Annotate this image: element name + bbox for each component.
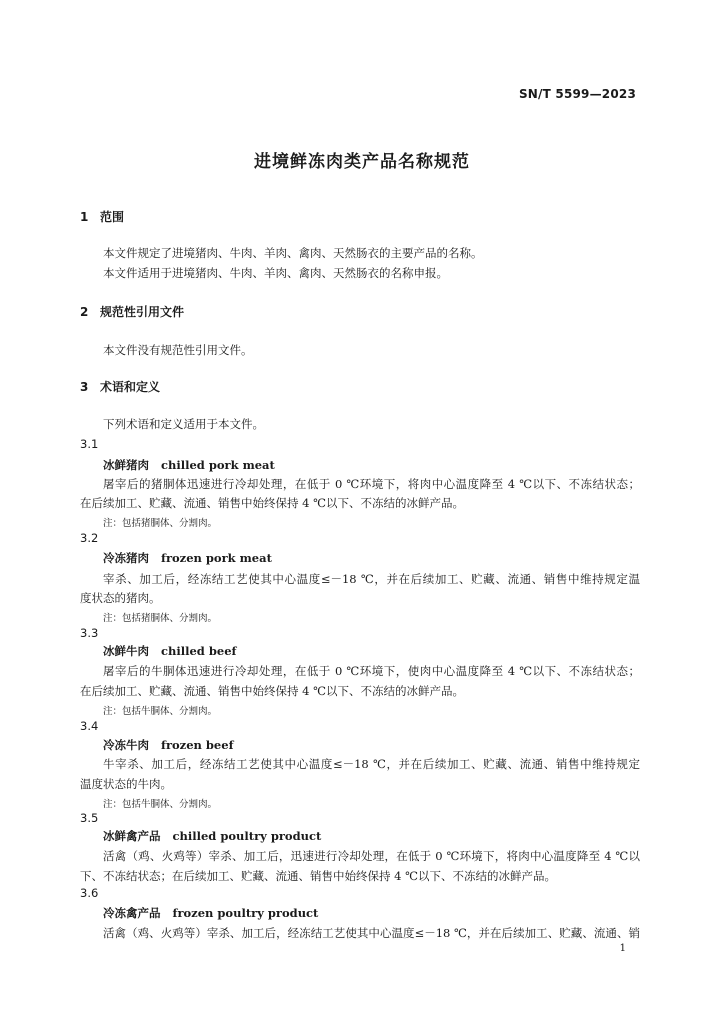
term-definition-line: 宰杀、加工后，经冻结工艺使其中心温度≤－18 ℃，并在后续加工、贮藏、流通、销售中维持规定温 xyxy=(103,572,640,586)
clause-number: 3.5 xyxy=(80,811,99,825)
term-note: 注：包括猪胴体、分割肉。 xyxy=(103,613,218,624)
term-en: chilled beef xyxy=(161,644,237,658)
term-en: chilled poultry product xyxy=(172,829,322,843)
term-heading xyxy=(103,550,272,566)
paragraph: 本文件没有规范性引用文件。 xyxy=(103,343,253,357)
term-heading xyxy=(103,643,236,659)
term-zh: 冷冻猪肉 xyxy=(103,551,149,565)
term-note: 注：包括牛胴体、分割肉。 xyxy=(103,706,218,717)
section-heading-scope xyxy=(80,208,124,225)
term-zh: 冰鲜禽产品 xyxy=(103,829,161,843)
term-zh: 冷冻牛肉 xyxy=(103,738,149,752)
term-zh: 冰鲜猪肉 xyxy=(103,458,149,472)
document-title: 进境鲜冻肉类产品名称规范 xyxy=(254,152,470,172)
term-zh: 冷冻禽产品 xyxy=(103,906,161,920)
term-definition-line: 活禽（鸡、火鸡等）宰杀、加工后，迅速进行冷却处理，在低于 0 ℃环境下，将肉中心温度降至 4 ℃以 xyxy=(103,849,640,863)
term-definition-line: 温度状态的牛肉。 xyxy=(80,777,172,791)
paragraph: 下列术语和定义适用于本文件。 xyxy=(103,417,264,431)
section-heading-normative-references xyxy=(80,303,184,320)
section-title: 范围 xyxy=(100,210,125,224)
clause-number: 3.3 xyxy=(80,626,99,640)
section-title: 术语和定义 xyxy=(100,380,161,394)
term-definition-line: 屠宰后的猪胴体迅速进行冷却处理，在低于 0 ℃环境下，将肉中心温度降至 4 ℃以下、不冻结状态； xyxy=(103,477,640,491)
term-heading xyxy=(103,905,318,921)
section-number: 2 xyxy=(80,305,89,319)
term-heading xyxy=(103,737,234,753)
section-number: 3 xyxy=(80,380,89,394)
term-definition-line: 度状态的猪肉。 xyxy=(80,591,161,605)
term-en: frozen beef xyxy=(161,738,234,752)
term-en: frozen poultry product xyxy=(172,906,319,920)
term-note: 注：包括猪胴体、分割肉。 xyxy=(103,518,218,529)
term-definition-line: 在后续加工、贮藏、流通、销售中始终保持 4 ℃以下、不冻结的冰鲜产品。 xyxy=(80,496,464,510)
section-number: 1 xyxy=(80,210,89,224)
clause-number: 3.1 xyxy=(80,437,99,451)
term-en: chilled pork meat xyxy=(161,458,275,472)
term-definition-line: 活禽（鸡、火鸡等）宰杀、加工后，经冻结工艺使其中心温度≤－18 ℃，并在后续加工、贮藏、流通、销 xyxy=(103,926,640,940)
term-definition-line: 屠宰后的牛胴体迅速进行冷却处理，在低于 0 ℃环境下，使肉中心温度降至 4 ℃以下、不冻结状态； xyxy=(103,664,640,678)
paragraph: 本文件适用于进境猪肉、牛肉、羊肉、禽肉、天然肠衣的名称申报。 xyxy=(103,266,448,280)
clause-number: 3.2 xyxy=(80,531,99,545)
clause-number: 3.6 xyxy=(80,886,99,900)
term-heading xyxy=(103,828,321,844)
clause-number: 3.4 xyxy=(80,719,99,733)
term-definition-line: 下、不冻结状态；在后续加工、贮藏、流通、销售中始终保持 4 ℃以下、不冻结的冰鲜产品。 xyxy=(80,869,556,883)
term-definition-line: 在后续加工、贮藏、流通、销售中始终保持 4 ℃以下、不冻结的冰鲜产品。 xyxy=(80,684,464,698)
paragraph: 本文件规定了进境猪肉、牛肉、羊肉、禽肉、天然肠衣的主要产品的名称。 xyxy=(103,246,483,260)
page-number: 1 xyxy=(619,943,626,954)
term-zh: 冰鲜牛肉 xyxy=(103,644,149,658)
standard-code: SN/T 5599—2023 xyxy=(518,87,636,101)
term-note: 注：包括牛胴体、分割肉。 xyxy=(103,799,218,810)
section-heading-terms-and-definitions xyxy=(80,378,160,395)
section-title: 规范性引用文件 xyxy=(100,305,185,319)
term-en: frozen pork meat xyxy=(161,551,272,565)
term-definition-line: 牛宰杀、加工后，经冻结工艺使其中心温度≤－18 ℃，并在后续加工、贮藏、流通、销售中维持规定 xyxy=(103,757,640,771)
term-heading xyxy=(103,457,275,473)
